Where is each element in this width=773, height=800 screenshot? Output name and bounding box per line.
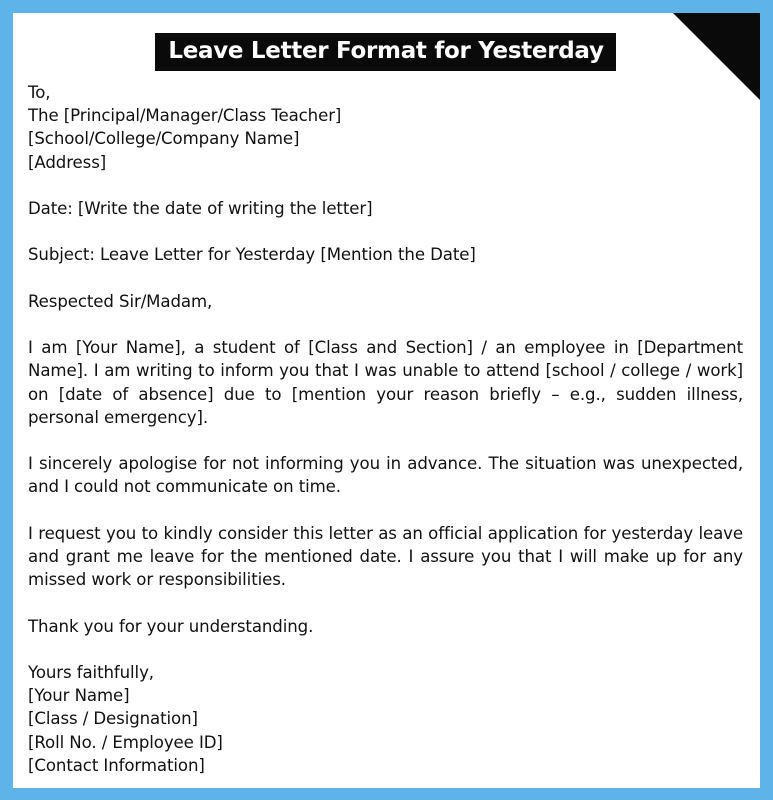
recipient-block [28,81,743,174]
closing-line: Yours faithfully, [28,662,154,682]
title-container [28,13,743,81]
page-title: Leave Letter Format for Yesterday [155,33,615,71]
address-line: [Address] [28,152,107,172]
id-line: [Roll No. / Employee ID] [28,732,223,752]
to-line: To, [28,83,51,102]
letter-body [28,81,743,777]
institution-line: [School/College/Company Name] [28,129,300,149]
name-line: [Your Name] [28,686,130,706]
subject-line: Subject: Leave Letter for Yesterday [Mention the Date] [28,245,476,265]
paragraph-1: I am [Your Name], a student of [Class and Section] / an employee in [Department Name]. I am writing to inform you that I was unable to attend [school / college / work] on [date of absence] due to [mention your reason briefly – e.g., sudden illness, personal emergency]. [28,338,743,427]
letter-paper [13,13,760,788]
designation-line: [Class / Designation] [28,709,198,729]
salutation-line: Respected Sir/Madam, [28,291,213,311]
folded-corner-icon [673,13,760,100]
paragraph-3: I request you to kindly consider this letter as an official application for yesterday leave and grant me leave for the mentioned date. I assure you that I will make up for any missed work or responsibilities. [28,523,743,590]
recipient-line: The [Principal/Manager/Class Teacher] [28,106,342,126]
thanks-line: Thank you for your understanding. [28,616,314,636]
contact-line: [Contact Information] [28,755,205,775]
signature-block [28,661,743,777]
paragraph-2: I sincerely apologise for not informing you in advance. The situation was unexpected, and I could not communicate on time. [28,454,743,497]
date-line: Date: [Write the date of writing the letter] [28,199,373,218]
